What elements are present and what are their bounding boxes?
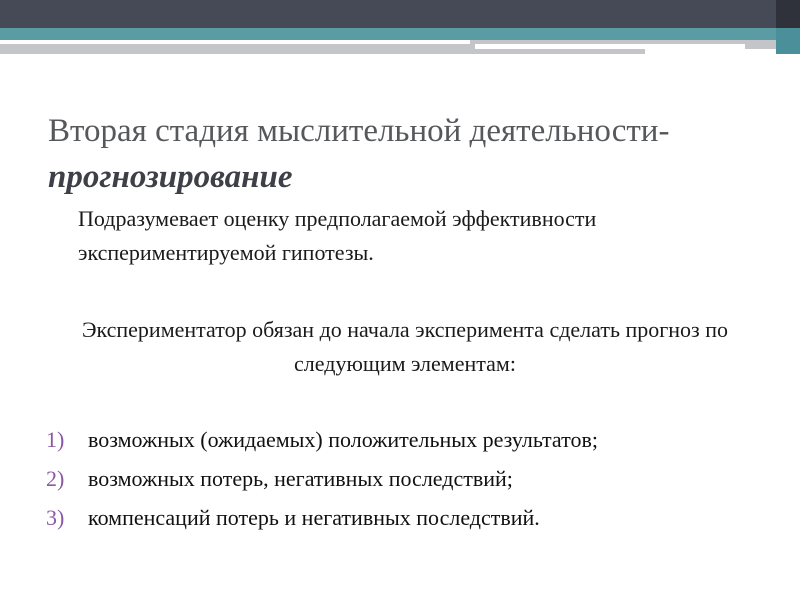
list-item-number: 3): [46, 505, 65, 530]
slide-title-plain: Вторая стадия мыслительной деятельности-: [48, 113, 670, 149]
list-item: [46, 424, 752, 455]
list-item-number: 2): [46, 466, 65, 491]
lead-paragraph: Экспериментатор обязан до начала эксперимента сделать прогноз по следующим элементам:: [81, 317, 729, 376]
header-corner-dark: [776, 0, 800, 28]
header-dark-band: [0, 0, 800, 28]
list-item-number: 1): [46, 427, 65, 452]
header-white-strip: [645, 49, 785, 54]
list-item-text: компенсаций потерь и негативных последствий.: [88, 505, 540, 530]
list-item: [46, 463, 752, 494]
list-item-text: возможных (ожидаемых) положительных результатов;: [88, 427, 598, 452]
slide-title: [48, 108, 768, 200]
list-item-text: возможных потерь, негативных последствий;: [88, 466, 513, 491]
header-white-strip: [0, 40, 470, 44]
elements-list: [46, 424, 752, 541]
header-corner-accent: [776, 28, 800, 54]
header-accent-band: [0, 28, 800, 40]
list-item: [46, 502, 752, 533]
intro-paragraph: Подразумевает оценку предполагаемой эффективности экспериментируемой гипотезы.: [78, 206, 597, 265]
slide-title-emphasis: прогнозирование: [48, 159, 293, 195]
